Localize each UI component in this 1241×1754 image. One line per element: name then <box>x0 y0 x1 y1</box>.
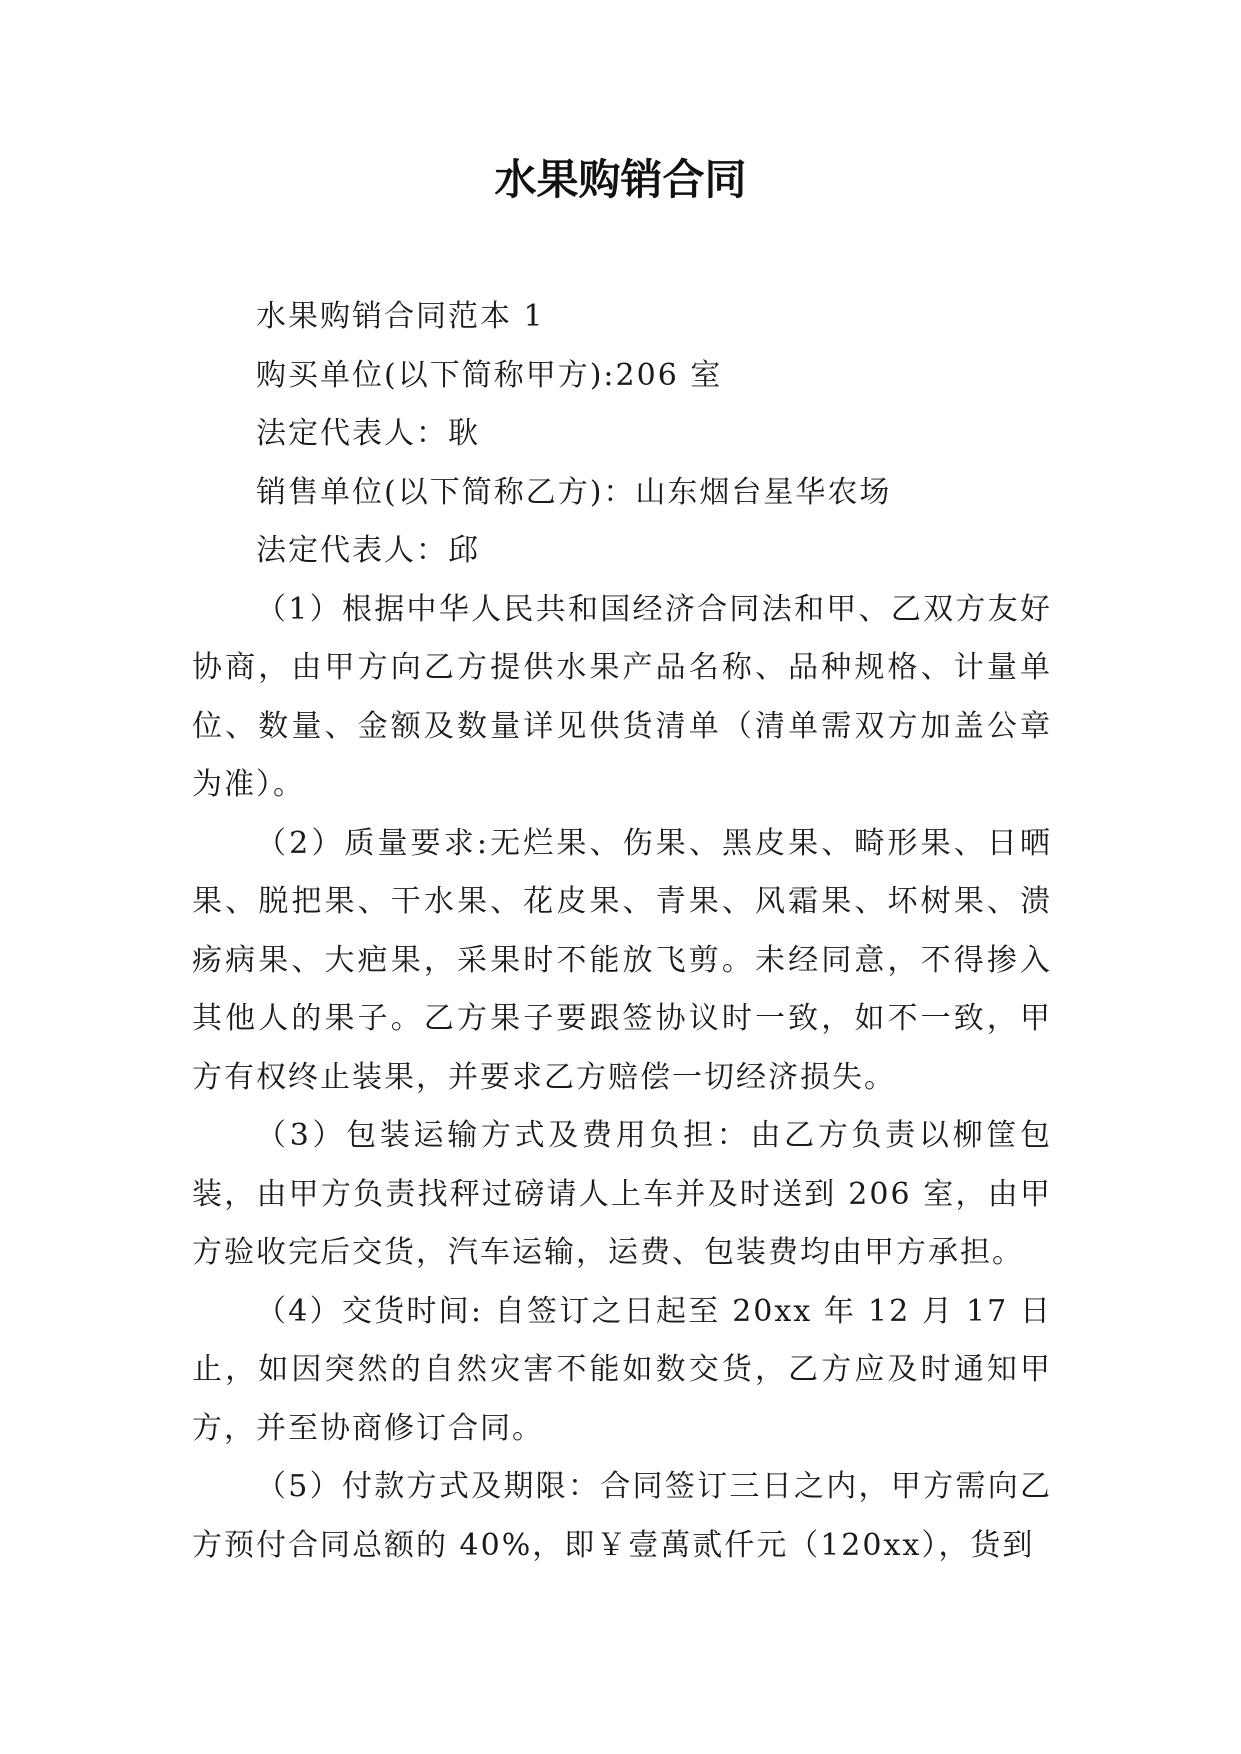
template-name: 水果购销合同范本 1 <box>256 299 545 334</box>
clause-2-paragraph: （2）质量要求:无烂果、伤果、黑皮果、畸形果、日晒果、脱把果、干水果、花皮果、青果、风霜果、坏树果、溃疡病果、大疤果，采果时不能放飞剪。未经同意，不得掺入其他人的果子。乙方果子要跟签协议时一致，如不一致，甲方有权终止装果，并要求乙方赔偿一切经济损失。 <box>192 825 1052 1095</box>
seller-line: 销售单位(以下简称乙方)：山东烟台星华农场 <box>256 474 892 510</box>
buyer-line: 购买单位(以下简称甲方):206 室 <box>256 357 723 393</box>
document-title: 水果购销合同 <box>494 155 747 204</box>
clause-4-paragraph: （4）交货时间: 自签订之日起至 20xx 年 12 月 17 日止，如因突然的自然灾害不能如数交货，乙方应及时通知甲方，并至协商修订合同。 <box>192 1293 1052 1446</box>
clause-5-paragraph: （5）付款方式及期限：合同签订三日之内，甲方需向乙方预付合同总额的 40%，即￥壹萬贰仟元（120xx），货到 <box>192 1469 1052 1563</box>
clause-1-paragraph: （1）根据中华人民共和国经济合同法和甲、乙双方友好协商，由甲方向乙方提供水果产品名称、品种规格、计量单位、数量、金额及数量详见供货清单（清单需双方加盖公章为准）。 <box>192 591 1052 802</box>
seller-representative-line: 法定代表人：邱 <box>256 533 480 568</box>
buyer-representative-line: 法定代表人：耿 <box>256 416 480 451</box>
clause-3-paragraph: （3）包装运输方式及费用负担：由乙方负责以柳筐包装，由甲方负责找秤过磅请人上车并及时送到 206 室，由甲方验收完后交货，汽车运输，运费、包装费均由甲方承担。 <box>192 1118 1052 1270</box>
document-body <box>192 288 1052 1575</box>
